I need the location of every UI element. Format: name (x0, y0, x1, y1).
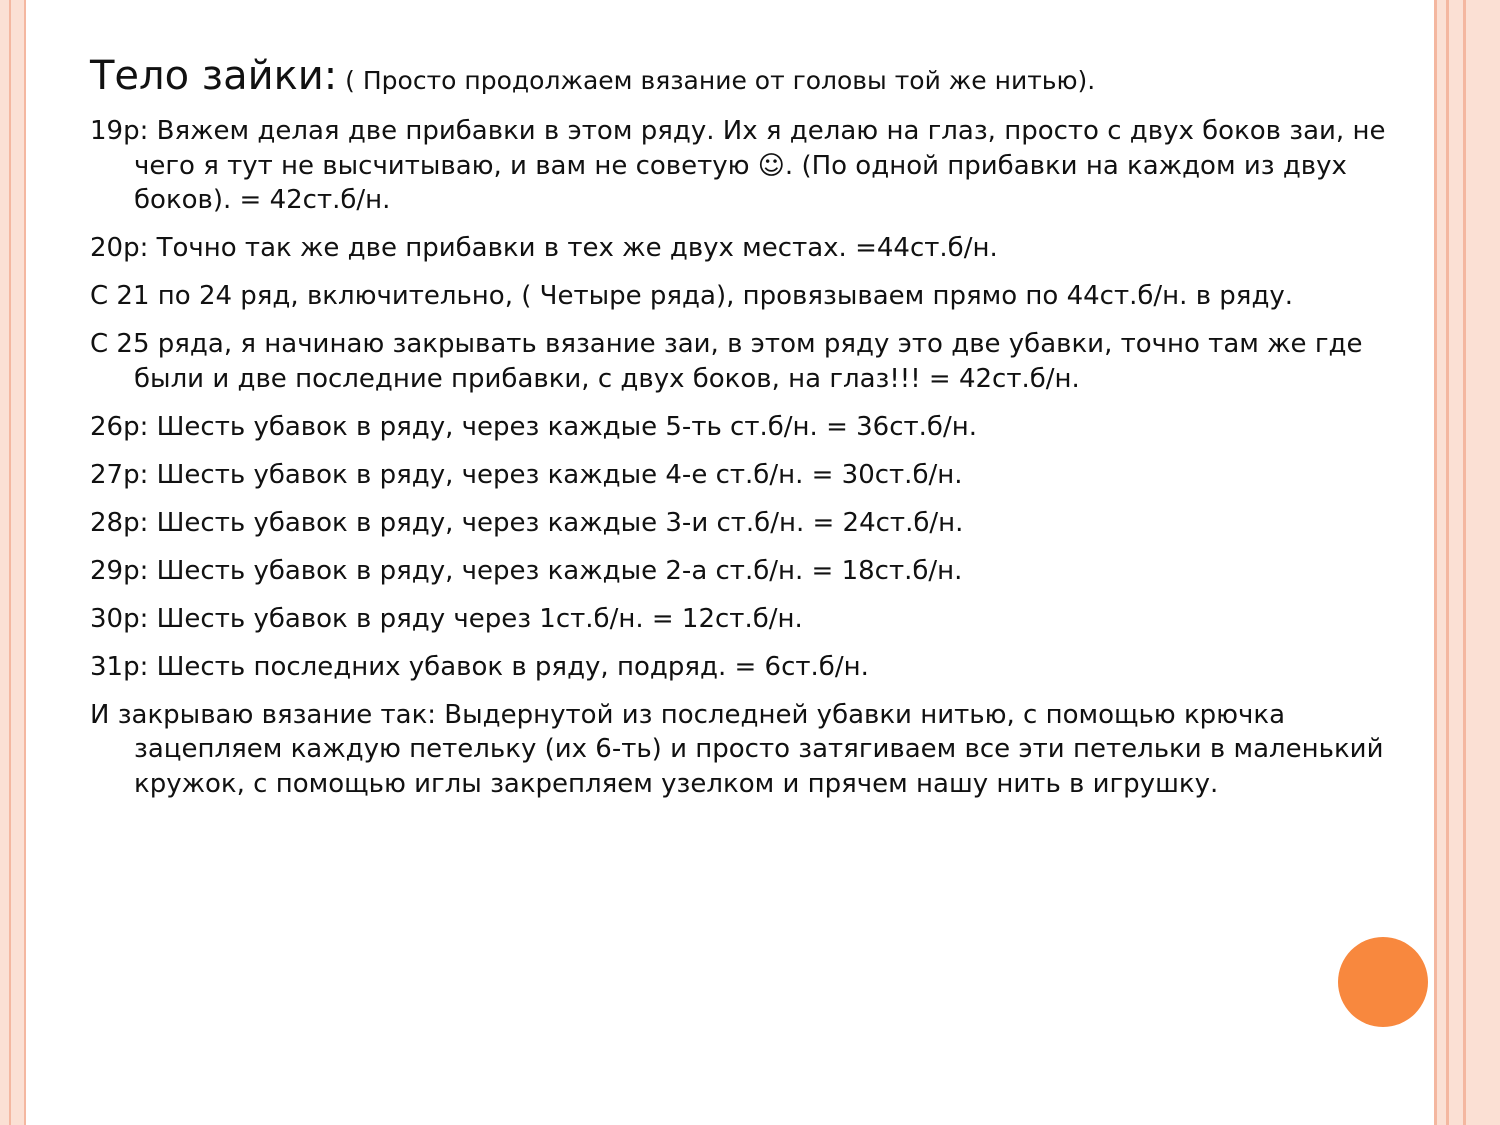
paragraph-row-19: 19р: Вяжем делая две прибавки в этом ряду. Их я делаю на глаз, просто с двух боков заи, не чего я тут не высчитываю, и вам не советую ☺. (По одной прибавки на каждом из двух боков). = 42ст.б/н. (90, 116, 1386, 215)
accent-circle (1338, 937, 1428, 1027)
slide-heading (90, 52, 1410, 108)
paragraph-row-30: 30р: Шесть убавок в ряду через 1ст.б/н. = 12ст.б/н. (90, 603, 803, 634)
paragraph-row-31: 31р: Шесть последних убавок в ряду, подряд. = 6ст.б/н. (90, 651, 869, 682)
paragraph-row-27: 27р: Шесть убавок в ряду, через каждые 4-е ст.б/н. = 30ст.б/н. (90, 459, 963, 490)
slide-title: Тело зайки: (90, 53, 338, 99)
paragraph-row-28: 28р: Шесть убавок в ряду, через каждые 3-и ст.б/н. = 24ст.б/н. (90, 507, 964, 538)
paragraph-closing: И закрываю вязание так: Выдернутой из последней убавки нитью, с помощью крючка зацепляем каждую петельку (их 6-ть) и просто затягиваем все эти петельки в маленький кружок, с помощью иглы закрепляем узелком и прячем нашу нить в игрушку. (90, 699, 1384, 799)
paragraph-rows-21-24: С 21 по 24 ряд, включительно, ( Четыре ряда), провязываем прямо по 44ст.б/н. в ряду. (90, 281, 1294, 311)
paragraph-row-25: С 25 ряда, я начинаю закрывать вязание заи, в этом ряду это две убавки, точно там же где были и две последние прибавки, с двух боков, на глаз!!! = 42ст.б/н. (90, 329, 1363, 394)
paragraph-row-20: 20р: Точно так же две прибавки в тех же двух местах. =44ст.б/н. (90, 233, 998, 263)
slide-subtitle: ( Просто продолжаем вязание от головы той же нитью). (337, 66, 1096, 95)
paragraph-row-26: 26р: Шесть убавок в ряду, через каждые 5-ть ст.б/н. = 36ст.б/н. (90, 411, 977, 442)
slide-content (90, 52, 1410, 815)
paragraph-row-29: 29р: Шесть убавок в ряду, через каждые 2-а ст.б/н. = 18ст.б/н. (90, 555, 963, 586)
